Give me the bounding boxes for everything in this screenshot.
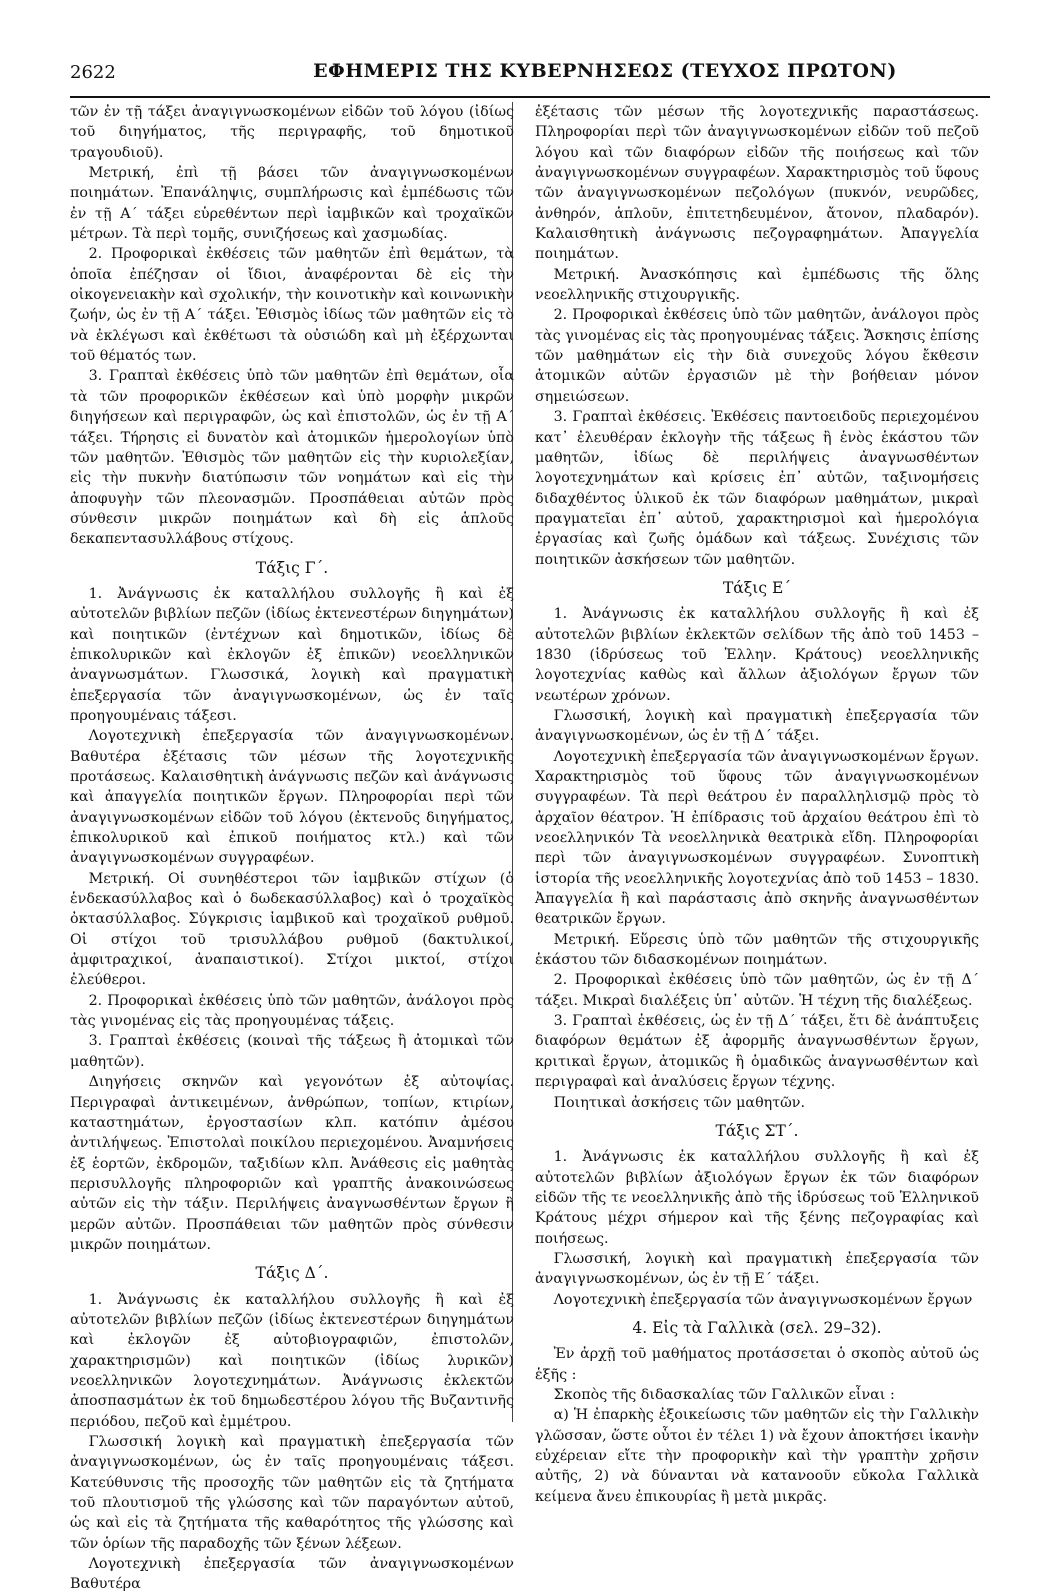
paragraph: Γλωσσική, λογικὴ καὶ πραγματικὴ ἐπεξεργασία τῶν ἀναγιγνωσκομένων, ὡς ἐν τῇ Ε΄ τάξει. [535, 1250, 979, 1288]
paragraph: ἐξέτασις τῶν μέσων τῆς λογοτεχνικῆς παραστάσεως. Πληροφορίαι περὶ τῶν ἀναγιγνωσκομένων εἰδῶν τοῦ πεζοῦ λόγου καὶ τῶν διαφόρων εἰδῶν τῆς ποιήσεως καὶ τῶν ἀναγιγνωσκομένων συγγραφέων. Χαρακτηρισμὸς τοῦ ὕφους τῶν ἀναγιγνωσκομένων πεζολόγων (πυκνόν, νευρῶδες, ἀνθηρόν, ἁπλοῦν, ἐπιτετηδευμένον, ἄτονον, πλαδαρόν). Καλαισθητικὴ ἀνάγνωσις πεζογραφημάτων. Ἀπαγγελία ποιημάτων. [535, 104, 979, 263]
paragraph: 3. Γραπταὶ ἐκθέσεις ὑπὸ τῶν μαθητῶν ἐπὶ θεμάτων, οἷα τὰ τῶν προφορικῶν ἐκθέσεων καὶ ὑπὸ μορφὴν μικρῶν διηγήσεων καὶ περιγραφῶν, ὡς καὶ ἐπιστολῶν, ὡς ἐν τῇ Α΄ τάξει. Τήρησις εἰ δυνατὸν καὶ ἀτομικῶν ἡμερολογίων ὑπὸ τῶν μαθητῶν. Ἐθισμὸς τῶν μαθητῶν εἰς τὴν κυριολεξίαν, εἰς τὴν πυκνὴν διατύπωσιν τῶν νοημάτων καὶ εἰς τὴν ἀποφυγὴν τῶν πλεονασμῶν. Προσπάθειαι αὐτῶν πρὸς σύνθεσιν μικρῶν ποιημάτων καὶ δὴ εἰς ἁπλοῦς δεκαπεντασυλλάβους στίχους. [70, 368, 514, 548]
section-heading: Τάξις ΣΤ΄. [715, 1121, 799, 1140]
paragraph: τῶν ἐν τῇ τάξει ἀναγιγνωσκομένων εἰδῶν τοῦ λόγου (ἰδίως τοῦ διηγήματος, τῆς περιγραφῆς, τοῦ δημοτικοῦ τραγουδιοῦ). [70, 104, 514, 161]
section-heading: Τάξις Ε΄ [722, 578, 792, 597]
header-rule [70, 96, 990, 98]
page-number: 2622 [70, 62, 116, 83]
paragraph: Λογοτεχνικὴ ἐπεξεργασία τῶν ἀναγιγνωσκομένων. Βαθυτέρα ἐξέτασις τῶν μέσων τῆς λογοτεχνικῆς προτάσεως. Καλαισθητικὴ ἀνάγνωσις πεζῶν καὶ ἀνάγνωσις καὶ ἀπαγγελία ποιητικῶν ἔργων. Πληροφορίαι περὶ τῶν ἀναγιγνωσκομένων εἰδῶν τοῦ λόγου (ἐκτενοῦς διηγήματος, ἐπικολυρικοῦ καὶ ἐπικοῦ ποιήματος κτλ.) καὶ τῶν ἀναγιγνωσκομένων συγγραφέων. [70, 728, 514, 867]
section-heading: Τάξις Δ΄. [255, 1264, 329, 1283]
paragraph: Λογοτεχνικὴ ἐπεξεργασία τῶν ἀναγιγνωσκομένων ἔργων [553, 1291, 973, 1308]
paragraph: 3. Γραπταὶ ἐκθέσεις (κοιναὶ τῆς τάξεως ἢ ἀτομικαὶ τῶν μαθητῶν). [70, 1033, 514, 1070]
paragraph: 2. Προφορικαὶ ἐκθέσεις ὑπὸ τῶν μαθητῶν, ὡς ἐν τῇ Δ΄ τάξει. Μικραὶ διαλέξεις ὑπ᾽ αὐτῶν. Ἡ τέχνη τῆς διαλέξεως. [535, 972, 979, 1009]
paragraph: Γλωσσική λογικὴ καὶ πραγματικὴ ἐπεξεργασία τῶν ἀναγιγνωσκομένων, ὡς ἐν ταῖς προηγουμέναις τάξεσι. Κατεύθυνσις τῆς προσοχῆς τῶν μαθητῶν εἰς τὰ ζητήματα τοῦ πλουτισμοῦ τῆς γλώσσης καὶ τῶν παραγόντων αὐτοῦ, ὡς καὶ εἰς τὰ ζητήματα τῆς καθαρότητος τῆς γλώσσης καὶ τῶν ὁρίων τῆς παραδοχῆς τῶν ξένων λέξεων. [70, 1434, 514, 1552]
paragraph: Ἐν ἀρχῇ τοῦ μαθήματος προτάσσεται ὁ σκοπὸς αὐτοῦ ὡς ἑξῆς : [535, 1346, 979, 1383]
paragraph: 3. Γραπταὶ ἐκθέσεις. Ἐκθέσεις παντοειδοῦς περιεχομένου κατ᾽ ἐλευθέραν ἐκλογὴν τῆς τάξεως ἢ ἑνὸς ἑκάστου τῶν μαθητῶν, ἰδίως δὲ περιλήψεις ἀναγνωσθέντων λογοτεχνημάτων καὶ κρίσεις ἐπ᾽ αὐτῶν, ταξινομήσεις διδαχθέντος ὑλικοῦ ἐκ τῶν διαφόρων μαθημάτων, μικραὶ πραγματεῖαι ἐπ᾽ αὐτοῦ, χαρακτηρισμοὶ καὶ ἡμερολόγια ἐργασίας καὶ ζωῆς ὁμάδων καὶ τάξεως. Συνέχισις τῶν ποιητικῶν ἀσκήσεων τῶν μαθητῶν. [535, 409, 979, 568]
paragraph: 1. Ἀνάγνωσις ἐκ καταλλήλου συλλογῆς ἢ καὶ ἐξ αὐτοτελῶν βιβλίων πεζῶν (ἰδίως ἐκτενεστέρων διηγημάτων καὶ ἐκλογῶν ἐξ αὐτοβιογραφιῶν, ἐπιστολῶν, χαρακτηρισμῶν) καὶ ποιητικῶν (ἰδίως λυρικῶν) νεοελληνικῶν λογοτεχνημάτων. Ἀνάγνωσις ἐκλεκτῶν ἀποσπασμάτων ἐκ τοῦ δημωδεστέρου λόγου τῆς Βυζαντινῆς περιόδου, πεζοῦ καὶ ἐμμέτρου. [70, 1291, 514, 1430]
paragraph: 2. Προφορικαὶ ἐκθέσεις τῶν μαθητῶν ἐπὶ θεμάτων, τὰ ὁποῖα ἐπέζησαν οἱ ἴδιοι, ἀναφέρονται δὲ εἰς τὴν οἰκογενειακὴν καὶ σχολικήν, τὴν κοινοτικὴν καὶ κοινωνικὴν ζωήν, ὡς ἐν τῇ Α΄ τάξει. Ἐθισμὸς ἰδίως τῶν μαθητῶν εἰς τὸ νὰ ἐκλέγωσι καὶ ἐκθέτωσι τὰ οὐσιώδη καὶ μὴ ἐξέρχωνται τοῦ θέματός των. [70, 246, 514, 365]
paragraph: 2. Προφορικαὶ ἐκθέσεις ὑπὸ τῶν μαθητῶν, ἀνάλογοι πρὸς τὰς γινομένας εἰς τὰς προηγουμένας τάξεις. [70, 992, 514, 1030]
right-column [535, 102, 979, 1507]
paragraph: Γλωσσική, λογικὴ καὶ πραγματικὴ ἐπεξεργασία τῶν ἀναγιγνωσκομένων, ὡς ἐν τῇ Δ΄ τάξει. [535, 707, 979, 745]
paragraph: Μετρική, ἐπὶ τῇ βάσει τῶν ἀναγιγνωσκομένων ποιημάτων. Ἐπανάληψις, συμπλήρωσις καὶ ἐμπέδωσις τῶν ἐν τῇ Α΄ τάξει εὑρεθέντων περὶ ἰαμβικῶν καὶ τροχαϊκῶν μέτρων. Τὰ περὶ τομῆς, συνιζήσεως καὶ χασμωδίας. [70, 165, 514, 243]
page-header [70, 58, 990, 92]
section-heading: 4. Εἰς τὰ Γαλλικὰ (σελ. 29–32). [632, 1318, 882, 1337]
paragraph: α) Ἡ ἐπαρκὴς ἐξοικείωσις τῶν μαθητῶν εἰς τὴν Γαλλικὴν γλῶσσαν, ὥστε οὗτοι ἐν τέλει 1) νὰ ἔχουν ἀποκτήσει ἱκανὴν εὐχέρειαν εἴτε τὴν προφορικὴν καὶ τὴν γραπτὴν χρῆσιν αὐτῆς, 2) νὰ δύνανται νὰ κατανοοῦν εὔκολα Γαλλικὰ κείμενα ἄνευ ἐπικουρίας ἢ μετὰ μικρᾶς. [535, 1407, 979, 1505]
left-column [70, 102, 514, 1595]
journal-title: ΕΦΗΜΕΡΙΣ ΤΗΣ ΚΥΒΕΡΝΗΣΕΩΣ (ΤΕΥΧΟΣ ΠΡΩΤΟΝ) [313, 60, 897, 82]
paragraph: Μετρική. Ἀνασκόπησις καὶ ἐμπέδωσις τῆς ὅλης νεοελληνικῆς στιχουργικῆς. [535, 266, 979, 304]
paragraph: Λογοτεχνικὴ ἐπεξεργασία τῶν ἀναγιγνωσκομένων Βαθυτέρα [70, 1556, 514, 1593]
paragraph: Ποιητικαὶ ἀσκήσεις τῶν μαθητῶν. [553, 1094, 806, 1111]
paragraph: 1. Ἀνάγνωσις ἐκ καταλλήλου συλλογῆς ἢ καὶ ἐξ αὐτοτελῶν βιβλίων πεζῶν (ἰδίως ἐκτενεστέρων διηγημάτων) καὶ ποιητικῶν (ἐντέχνων καὶ δημοτικῶν, ἰδίως δὲ ἐπικολυρικῶν καὶ ἐκλογῶν ἐξ ἐπικῶν) νεοελληνικῶν ἀναγνωσμάτων. Γλωσσικά, λογικὴ καὶ πραγματικὴ ἐπεξεργασία τῶν ἀναγιγνωσκομένων, ὡς ἐν ταῖς προηγουμέναις τάξεσι. [70, 585, 514, 724]
paragraph: 3. Γραπταὶ ἐκθέσεις, ὡς ἐν τῇ Δ΄ τάξει, ἔτι δὲ ἀνάπτυξεις διαφόρων θεμάτων ἐξ ἀφορμῆς ἀναγνωσθέντων ἔργων, κριτικαὶ ἔργων, ἀτομικῶς ἢ ὁμαδικῶς ἀναγνωσθέντων καὶ περιγραφαὶ καὶ ἀναλύσεις ἔργων τέχνης. [535, 1013, 979, 1091]
paragraph: 1. Ἀνάγνωσις ἐκ καταλλήλου συλλογῆς ἢ καὶ ἐξ αὐτοτελῶν βιβλίων ἀξιολόγων ἔργων ἐκ τῶν διαφόρων εἰδῶν τῆς τε νεοελληνικῆς ἀπὸ τῆς ἱδρύσεως τοῦ Ἑλληνικοῦ Κράτους μέχρι σήμερον καὶ τῆς ξένης πεζογραφίας καὶ ποιήσεως. [535, 1149, 979, 1247]
section-heading: Τάξις Γ΄. [255, 558, 329, 577]
paragraph: Διηγήσεις σκηνῶν καὶ γεγονότων ἐξ αὐτοψίας. Περιγραφαὶ ἀντικειμένων, ἀνθρώπων, τοπίων, κτιρίων, καταστημάτων, ἐργοστασίων κλπ. κατόπιν ἀμέσου ἀντιλήψεως. Ἐπιστολαὶ ποικίλου περιεχομένου. Ἀναμνήσεις ἐξ ἑορτῶν, ἐκδρομῶν, ταξιδίων κλπ. Ἀνάθεσις εἰς μαθητὰς περισυλλογῆς πληροφοριῶν καὶ γραπτῆς ἀνακοινώσεως αὐτῶν εἰς τὴν τάξιν. Περιλήψεις ἀναγνωσθέντων ἔργων ἢ μερῶν αὐτῶν. Προσπάθειαι τῶν μαθητῶν πρὸς σύνθεσιν μικρῶν ποιημάτων. [70, 1074, 514, 1253]
paragraph: 1. Ἀνάγνωσις ἐκ καταλλήλου συλλογῆς ἢ καὶ ἐξ αὐτοτελῶν βιβλίων ἐκλεκτῶν σελίδων τῆς ἀπὸ τοῦ 1453 – 1830 (ἱδρύσεως τοῦ Ἑλλην. Κράτους) νεοελληνικῆς λογοτεχνίας καθὼς καὶ ἄλλων ἀξιολόγων ἔργων τῶν νεωτέρων χρόνων. [535, 606, 979, 704]
paragraph: Μετρική. Εὕρεσις ὑπὸ τῶν μαθητῶν τῆς στιχουργικῆς ἑκάστου τῶν διδασκομένων ποιημάτων. [535, 931, 979, 969]
paragraph: Μετρική. Οἱ συνηθέστεροι τῶν ἰαμβικῶν στίχων (ὁ ἑνδεκασύλλαβος καὶ ὁ δωδεκασύλλαβος) καὶ ὁ τροχαϊκὸς ὀκτασύλλαβος. Σύγκρισις ἰαμβικοῦ καὶ τροχαϊκοῦ ρυθμοῦ. Οἱ στίχοι τοῦ τρισυλλάβου ρυθμοῦ (δακτυλικοί, ἀμφιτραχικοί, ἀναπαιστικοί). Στίχοι μικτοί, στίχοι ἐλεύθεροι. [70, 870, 514, 989]
paragraph: 2. Προφορικαὶ ἐκθέσεις ὑπὸ τῶν μαθητῶν, ἀνάλογοι πρὸς τὰς γινομένας εἰς τὰς προηγουμένας τάξεις. Ἄσκησις ἐπίσης τῶν μαθημάτων εἰς τὴν διὰ συνεχοῦς λόγου ἔκθεσιν ἀτομικῶν αὐτῶν ἐργασιῶν μὲ τὴν βοήθειαν μόνον σημειώσεων. [535, 307, 979, 405]
paragraph: Λογοτεχνικὴ ἐπεξεργασία τῶν ἀναγιγνωσκομένων ἔργων. Χαρακτηρισμὸς τοῦ ὕφους τῶν ἀναγιγνωσκομένων συγγραφέων. Τὰ περὶ θεάτρου ἐν παραλληλισμῷ πρὸς τὸ ἀρχαῖον θέατρον. Ἡ ἐπίδρασις τοῦ ἀρχαίου θεάτρου ἐπὶ τὸ νεοελληνικόν Τὰ νεοελληνικὰ θεατρικὰ εἴδη. Πληροφορίαι περὶ τῶν ἀναγιγνωσκομένων συγγραφέων. Συνοπτικὴ ἱστορία τῆς νεοελληνικῆς λογοτεχνίας ἀπὸ τοῦ 1453 – 1830. Ἀπαγγελία ἢ καὶ παράστασις ἀπὸ σκηνῆς ἀναγνωσθέντων θεατρικῶν ἔργων. [535, 748, 979, 928]
paragraph: Σκοπὸς τῆς διδασκαλίας τῶν Γαλλικῶν εἶναι : [553, 1386, 895, 1403]
